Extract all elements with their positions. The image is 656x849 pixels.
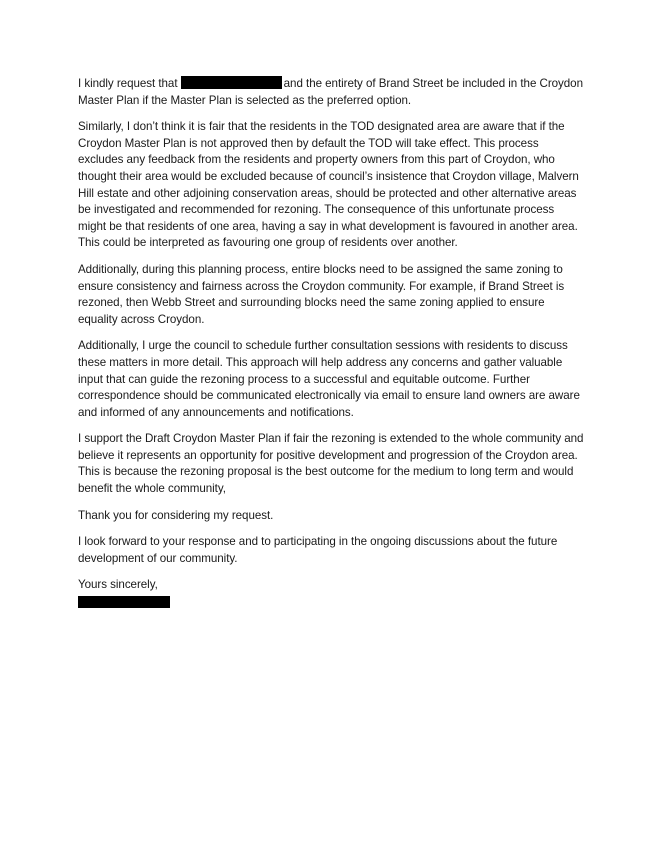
redacted-address-block bbox=[181, 76, 282, 89]
paragraph-block-zoning: Additionally, during this planning process, entire blocks need to be assigned the same zoning to ensure consistency and fairness across the Croydon community. For example, if Brand Street is rezoned, then Webb Street and surrounding blocks need the same zoning applied to ensure equality across Croydon. bbox=[78, 262, 565, 326]
paragraph-support: I support the Draft Croydon Master Plan if fair the rezoning is extended to the whole community and believe it represents an opportunity for positive development and progression of the Croydon area. This is because the rezoning proposal is the best outcome for the medium to long term and would benefit the whole community, bbox=[78, 432, 584, 496]
paragraph-request bbox=[78, 76, 584, 109]
paragraph-request-text-end: and the entirety of Brand Street be included in the Croydon Master Plan if the Master Plan is selected as the preferred option. bbox=[78, 77, 583, 107]
paragraph-thanks: Thank you for considering my request. bbox=[78, 508, 274, 522]
paragraph-look-forward: I look forward to your response and to participating in the ongoing discussions about the future development of our community. bbox=[78, 535, 558, 565]
paragraph-request-text-start: I kindly request that bbox=[78, 77, 181, 90]
paragraph-tod-concern: Similarly, I don’t think it is fair that the residents in the TOD designated area are aware that if the Croydon Master Plan is not approved then by default the TOD will take effect. This process excludes any feedback from the residents and property owners from this part of Croydon, who thought their area would be excluded because of council’s insistence that Croydon village, Malvern Hill estate and other adjoining conservation areas, should be protected and other alternative areas be investigated and recommended for rezoning. The consequence of this unfortunate process might be that residents of one area, having a say in what development is favoured in another area. This could be interpreted as favouring one group of residents over another. bbox=[78, 120, 579, 250]
paragraph-consultation: Additionally, I urge the council to schedule further consultation sessions with residents to discuss these matters in more detail. This approach will help address any concerns and gather valuable input that can guide the rezoning process to a successful and equitable outcome. Further correspondence should be communicated electronically via email to ensure land owners are aware and informed of any announcements and notifications. bbox=[78, 339, 580, 419]
redacted-signature-block bbox=[78, 596, 170, 608]
closing-salutation: Yours sincerely, bbox=[78, 578, 158, 592]
letter-body bbox=[78, 76, 584, 604]
